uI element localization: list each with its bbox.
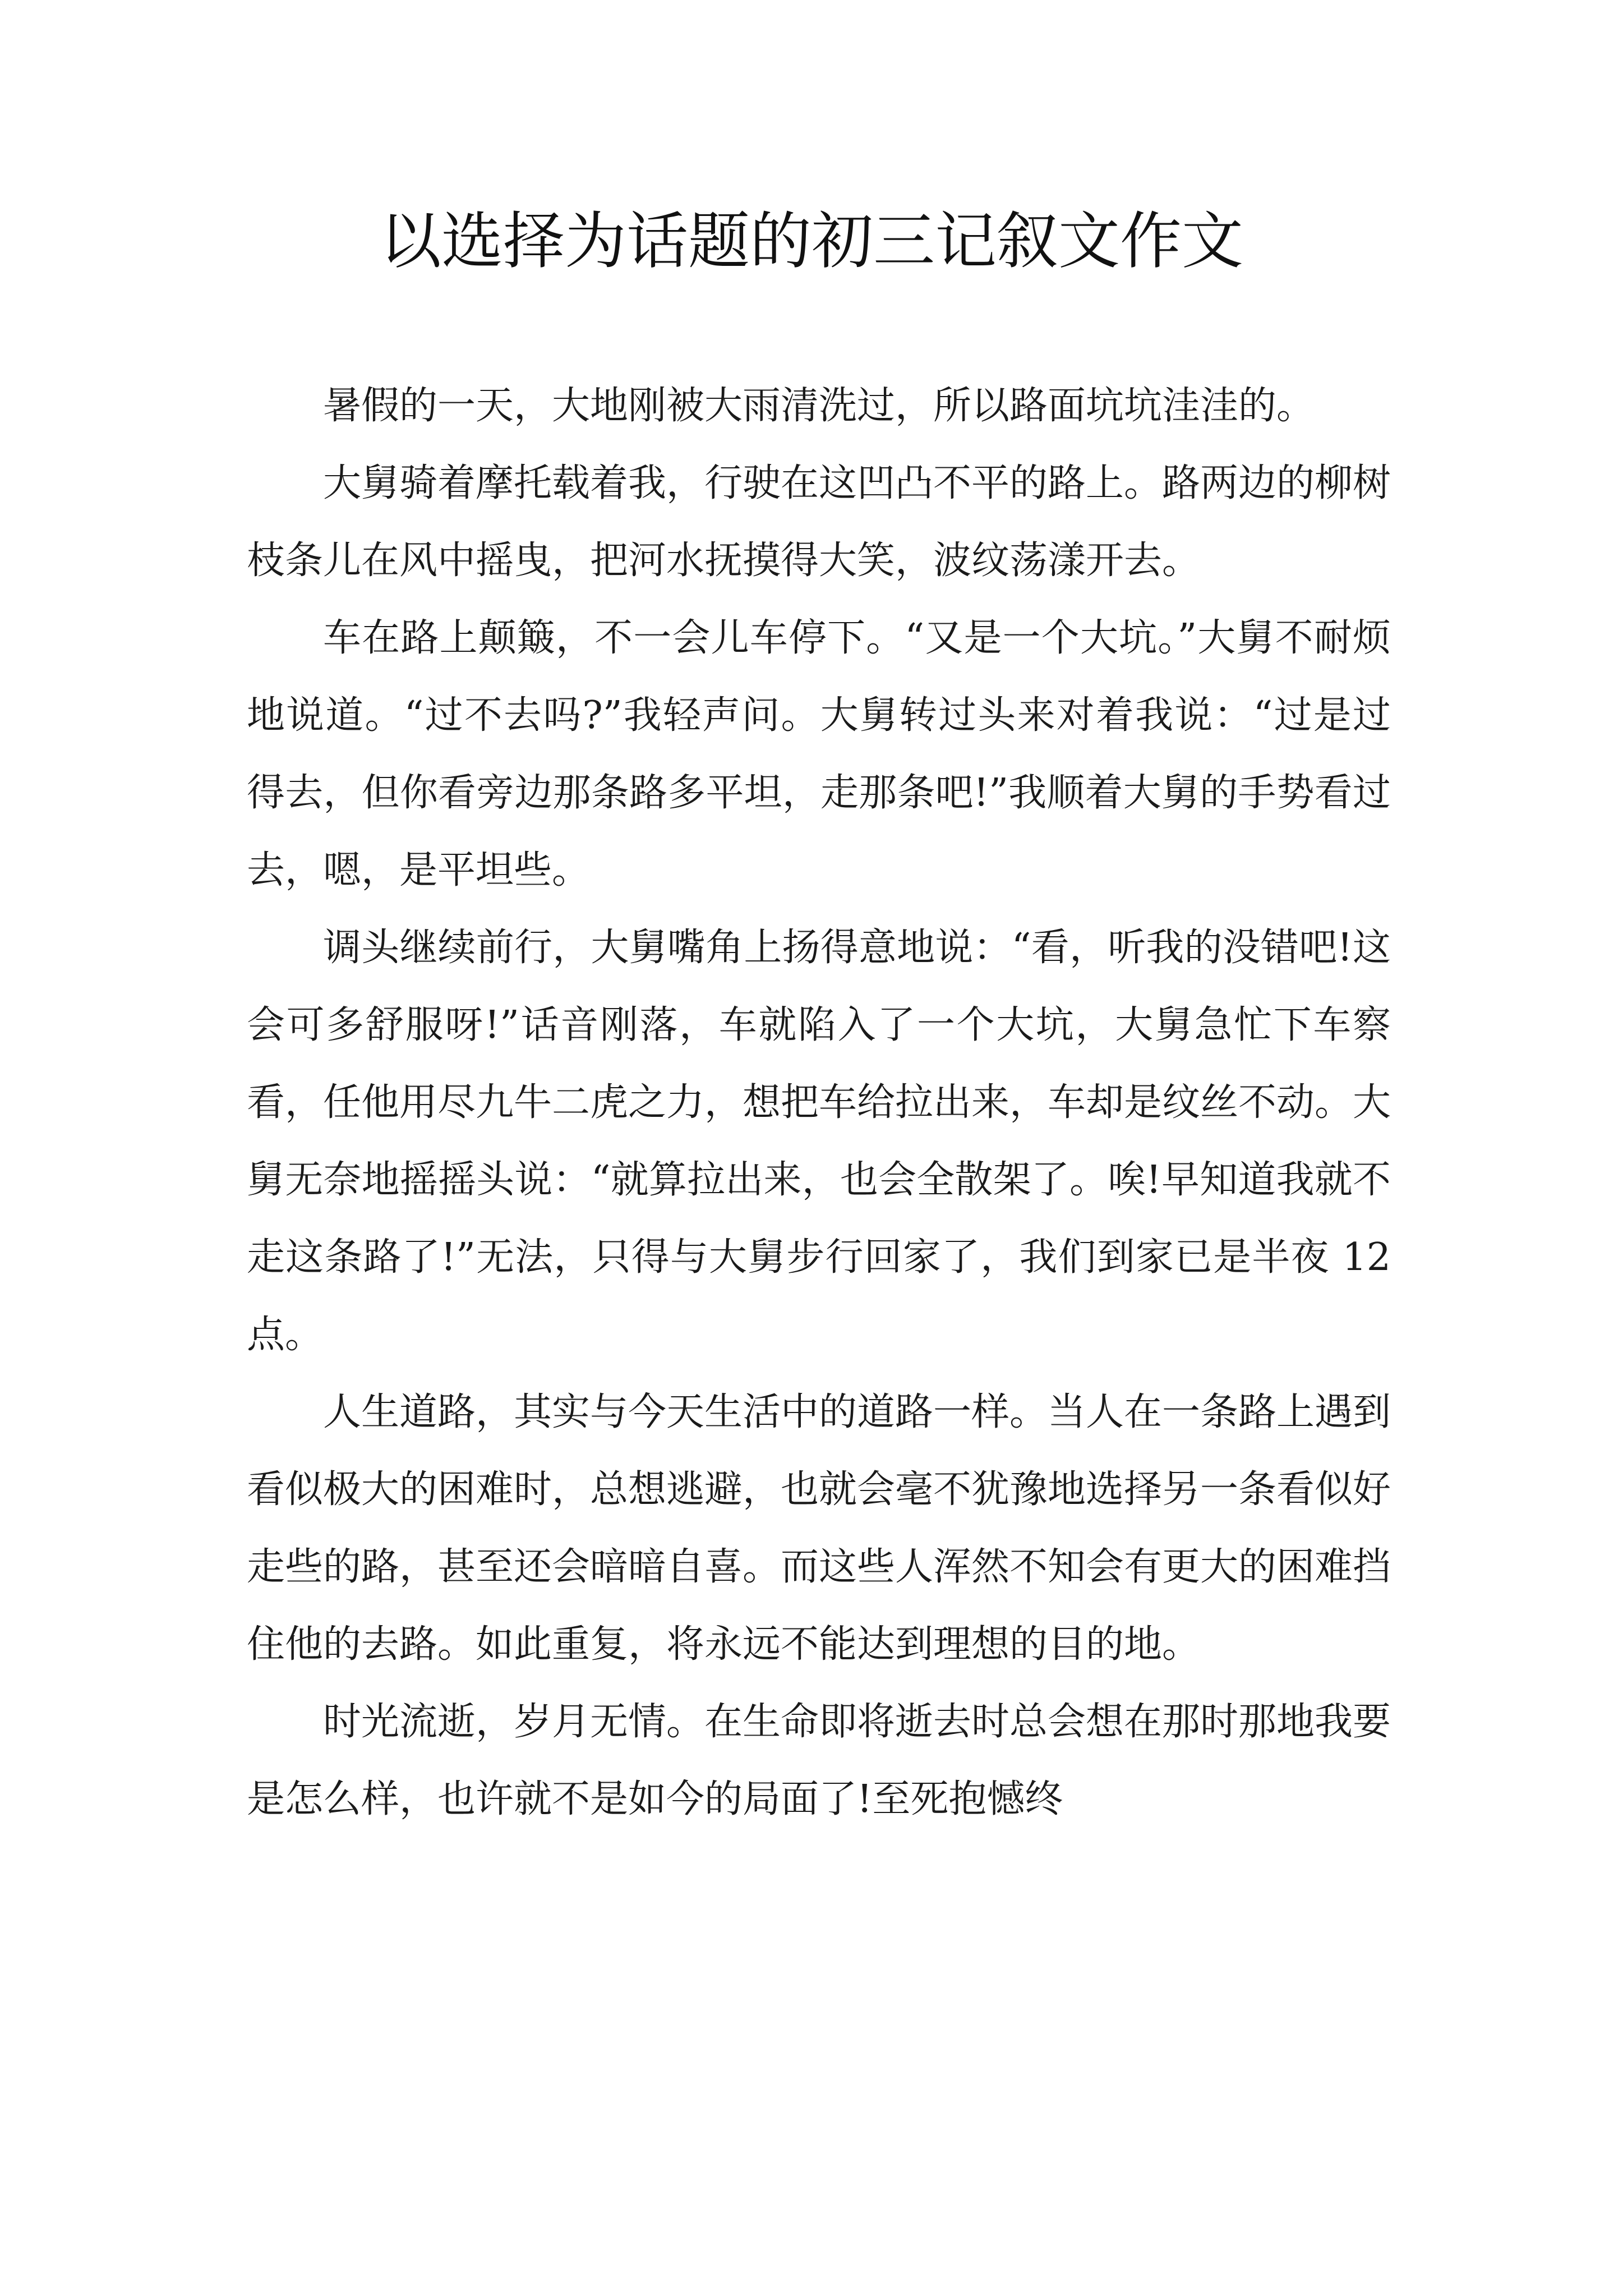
paragraph: 车在路上颠簸，不一会儿车停下。“又是一个大坑。”大舅不耐烦地说道。“过不去吗?”我轻声问。大舅转过头来对着我说：“过是过得去，但你看旁边那条路多平坦，走那条吧!”我顺着大舅的手势看过去，嗯，是平坦些。 xyxy=(247,616,1391,892)
paragraph: 人生道路，其实与今天生活中的道路一样。当人在一条路上遇到看似极大的困难时，总想逃避，也就会毫不犹豫地选择另一条看似好走些的路，甚至还会暗暗自喜。而这些人浑然不知会有更大的困难挡住他的去路。如此重复，将永远不能达到理想的目的地。 xyxy=(247,1390,1391,1667)
paragraph: 时光流逝，岁月无情。在生命即将逝去时总会想在那时那地我要是怎么样，也许就不是如今的局面了!至死抱憾终 xyxy=(247,1700,1391,1821)
paragraph: 大舅骑着摩托载着我，行驶在这凹凸不平的路上。路两边的柳树枝条儿在风中摇曳，把河水抚摸得大笑，波纹荡漾开去。 xyxy=(247,461,1391,583)
paragraph: 暑假的一天，大地刚被大雨清洗过，所以路面坑坑洼洼的。 xyxy=(323,384,1315,428)
paragraph: 调头继续前行，大舅嘴角上扬得意地说：“看，听我的没错吧!这会可多舒服呀!”话音刚落，车就陷入了一个大坑，大舅急忙下车察看，任他用尽九牛二虎之力，想把车给拉出来，车却是纹丝不动。大舅无奈地摇摇头说：“就算拉出来，也会全散架了。唉!早知道我就不走这条路了!”无法，只得与大舅步行回家了，我们到家已是半夜 12 点。 xyxy=(247,926,1391,1357)
document-body xyxy=(247,367,1391,1838)
document-title: 以选择为话题的初三记叙文作文 xyxy=(380,205,1243,277)
